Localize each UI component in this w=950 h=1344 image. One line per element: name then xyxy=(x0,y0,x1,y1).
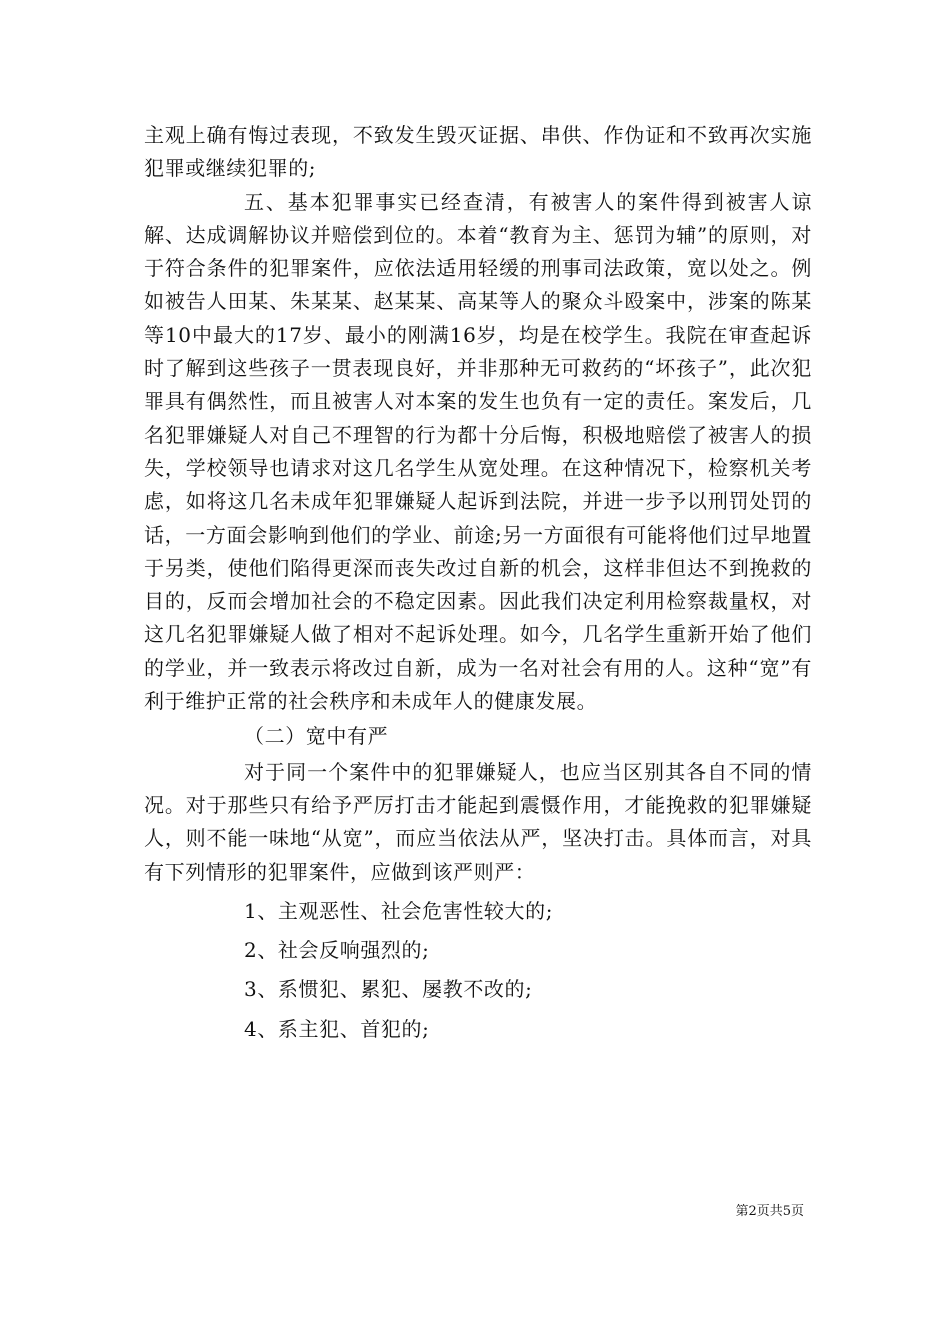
list-item: 2、社会反响强烈的; xyxy=(244,938,430,963)
page-number-footer: 第2页共5页 xyxy=(735,1204,804,1219)
paragraph-five: 五、基本犯罪事实已经查清，有被害人的案件得到被害人谅解、达成调解协议并赔偿到位的。本着“教育为主、惩罚为辅”的原则，对于符合条件的犯罪案件，应依法适用轻缓的刑事司法政策，宽以处之。例如被告人田某、朱某某、赵某某、高某等人的聚众斗殴案中，涉案的陈某等10中最大的17岁、最小的刚满16岁，均是在校学生。我院在审查起诉时了解到这些孩子一贯表现良好，并非那种无可救药的“坏孩子”，此次犯罪具有偶然性，而且被害人对本案的发生也负有一定的责任。案发后，几名犯罪嫌疑人对自己不理智的行为都十分后悔，积极地赔偿了被害人的损失，学校领导也请求对这几名学生从宽处理。在这种情况下，检察机关考虑，如将这几名未成年犯罪嫌疑人起诉到法院，并进一步予以刑罚处罚的话，一方面会影响到他们的学业、前途;另一方面很有可能将他们过早地置于另类，使他们陷得更深而丧失改过自新的机会，这样非但达不到挽救的目的，反而会增加社会的不稳定因素。因此我们决定利用检察裁量权，对这几名犯罪嫌疑人做了相对不起诉处理。如今，几名学生重新开始了他们的学业，并一致表示将改过自新，成为一名对社会有用的人。这种“宽”有利于维护正常的社会秩序和未成年人的健康发展。 xyxy=(144,189,812,714)
list-item: 4、系主犯、首犯的; xyxy=(244,1016,430,1041)
paragraph-continued: 主观上确有悔过表现，不致发生毁灭证据、串供、作伪证和不致再次实施犯罪或继续犯罪的; xyxy=(144,123,812,181)
list-item: 1、主观恶性、社会危害性较大的; xyxy=(244,898,554,923)
document-body xyxy=(144,119,812,1046)
section-heading: （二）宽中有严 xyxy=(244,724,389,749)
paragraph-same-case: 对于同一个案件中的犯罪嫌疑人，也应当区别其各自不同的情况。对于那些只有给予严厉打击才能起到震慑作用，才能挽救的犯罪嫌疑人，则不能一味地“从宽”，而应当依法从严，坚决打击。具体而言，对具有下列情形的犯罪案件，应做到该严则严： xyxy=(144,759,812,884)
list-item: 3、系惯犯、累犯、屡教不改的; xyxy=(244,977,533,1002)
